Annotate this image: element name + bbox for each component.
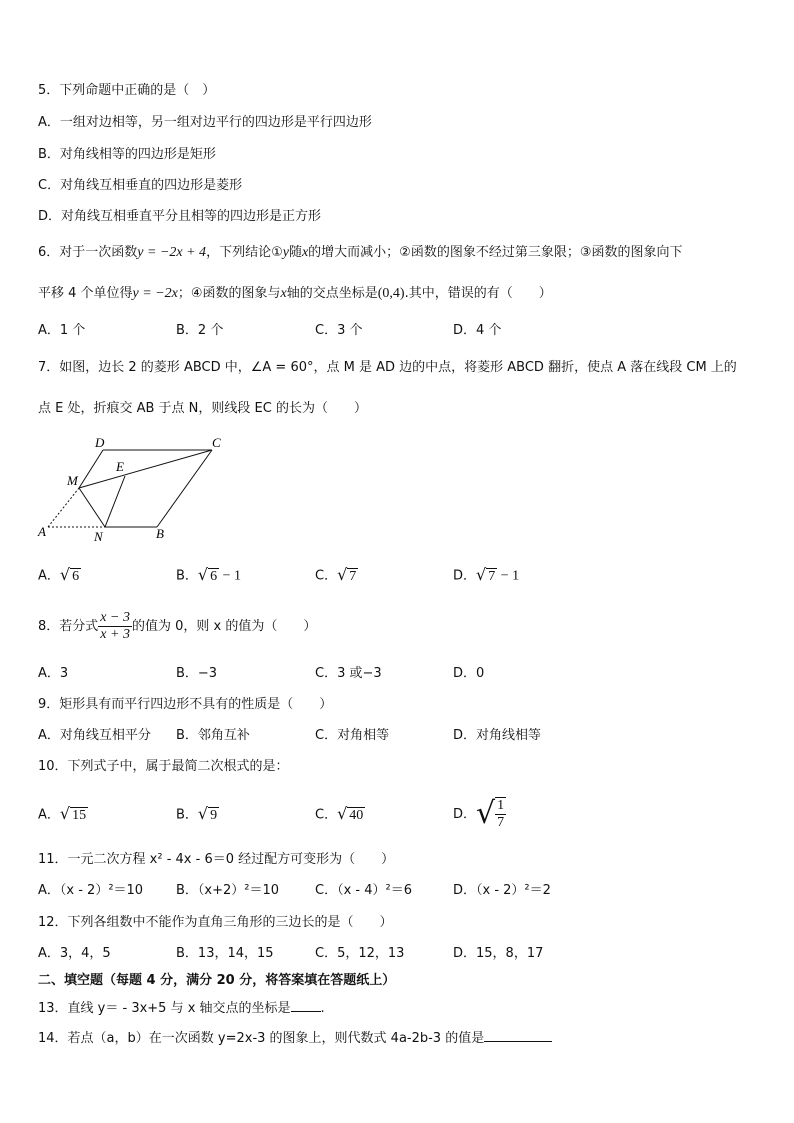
q7-option-d bbox=[453, 566, 519, 586]
q7-b-label: B． bbox=[176, 568, 198, 584]
q7-b-sqrt: √ 6 bbox=[197, 565, 218, 584]
q6-line2c: 轴的交点坐标是 bbox=[286, 286, 378, 301]
q7-b-radicand: 6 bbox=[210, 569, 218, 584]
section-2-title: 二、填空题（每题 4 分，满分 20 分，将答案填在答题纸上） bbox=[38, 973, 396, 988]
q7-b-tail: − 1 bbox=[219, 568, 242, 584]
q10-c-label: C． bbox=[315, 807, 338, 823]
label-d: D bbox=[95, 435, 105, 450]
q9-option-a: A．对角线互相平分 bbox=[38, 728, 151, 743]
q7-a-radicand: 6 bbox=[72, 569, 80, 584]
q6-option-a: A．1 个 bbox=[38, 323, 86, 338]
q12-option-a: A．3，4，5 bbox=[38, 946, 111, 961]
q9-option-c: C．对角相等 bbox=[315, 728, 390, 743]
q10-d-numerator: 1 bbox=[497, 798, 505, 813]
q6-line2b: ；④函数的图象与 bbox=[177, 286, 281, 301]
q9-option-d: D．对角线相等 bbox=[453, 728, 542, 743]
q8-denominator: x + 3 bbox=[100, 627, 130, 642]
q10-option-d bbox=[453, 792, 506, 837]
q9-stem: 9．矩形具有而平行四边形不具有的性质是（ ） bbox=[38, 697, 333, 712]
q6-mid: ，下列结论① bbox=[206, 245, 283, 260]
q10-b-sqrt: √ 9 bbox=[197, 804, 218, 823]
label-n: N bbox=[94, 529, 103, 544]
q7-line2: 点 E 处，折痕交 AB 于点 N，则线段 EC 的长为（ ） bbox=[38, 401, 367, 416]
q6-line2d: .其中，错误的有（ ） bbox=[404, 286, 552, 301]
q6-line2a: 平移 4 个单位得 bbox=[38, 286, 133, 301]
q10-b-radicand: 9 bbox=[210, 808, 218, 823]
q10-option-a bbox=[38, 805, 88, 825]
q10-c-sqrt: √ 40 bbox=[337, 804, 364, 823]
q11-option-b: B．（x+2）²＝10 bbox=[176, 883, 280, 898]
q7-option-c bbox=[315, 566, 358, 586]
q6-function2: y = −2x bbox=[132, 286, 178, 301]
q10-c-radicand: 40 bbox=[349, 808, 364, 823]
q10-a-sqrt: √ 15 bbox=[59, 804, 87, 823]
q9-option-b: B．邻角互补 bbox=[176, 728, 250, 743]
q5-option-c: C．对角线互相垂直的四边形是菱形 bbox=[38, 178, 243, 193]
rhombus-figure bbox=[34, 432, 234, 547]
q14-line bbox=[38, 1030, 552, 1048]
q7-d-tail: − 1 bbox=[497, 568, 520, 584]
q7-a-sqrt: √ 6 bbox=[59, 565, 80, 584]
q10-b-label: B． bbox=[176, 807, 198, 823]
q7-option-b bbox=[176, 566, 241, 586]
q7-line1: 7．如图，边长 2 的菱形 ABCD 中，∠A = 60°，点 M 是 AD 边的中点，将菱形 ABCD 翻折，使点 A 落在线段 CM 上的 bbox=[38, 360, 737, 375]
q10-d-denominator: 7 bbox=[497, 815, 505, 830]
q7-d-label: D． bbox=[453, 568, 477, 584]
q5-option-b: B．对角线相等的四边形是矩形 bbox=[38, 147, 216, 162]
q10-stem: 10．下列式子中，属于最简二次根式的是： bbox=[38, 759, 289, 774]
q13-line bbox=[38, 1000, 325, 1018]
q7-d-sqrt: √ 7 bbox=[476, 565, 496, 584]
q11-option-a: A．（x - 2）²＝10 bbox=[38, 883, 144, 898]
q13-end: . bbox=[320, 1001, 325, 1016]
q8-option-b: B．−3 bbox=[176, 666, 218, 681]
q6-var-y: y bbox=[282, 245, 289, 260]
q8-option-c: C．3 或−3 bbox=[315, 666, 382, 681]
q14-text: 14．若点（a，b）在一次函数 y=2x-3 的图象上，则代数式 4a-2b-3 的值是 bbox=[38, 1031, 485, 1046]
q6-text1: 随 bbox=[288, 245, 302, 260]
q10-a-label: A． bbox=[38, 807, 60, 823]
q12-option-d: D．15，8，17 bbox=[453, 946, 544, 961]
q13-answer-blank[interactable] bbox=[291, 1011, 321, 1012]
q6-point: (0,4) bbox=[377, 286, 405, 301]
q10-d-label: D． bbox=[453, 806, 477, 822]
q6-option-c: C．3 个 bbox=[315, 323, 363, 338]
q7-d-radicand: 7 bbox=[488, 569, 496, 584]
q10-option-c bbox=[315, 805, 365, 825]
q6-option-d: D．4 个 bbox=[453, 323, 502, 338]
label-a: A bbox=[38, 524, 46, 539]
q11-stem: 11．一元二次方程 x² - 4x - 6＝0 经过配方可变形为（ ） bbox=[38, 852, 395, 867]
q12-stem: 12．下列各组数中不能作为直角三角形的三边长的是（ ） bbox=[38, 915, 393, 930]
q10-d-sqrt: √ $\frac{1}{7}$ bbox=[476, 796, 505, 831]
q6-function: y = −2x + 4 bbox=[137, 245, 207, 260]
q8-option-a: A．3 bbox=[38, 666, 69, 681]
q7-a-label: A． bbox=[38, 568, 60, 584]
q8-fraction bbox=[98, 610, 132, 643]
q6-line2 bbox=[38, 285, 552, 303]
q7-c-radicand: 7 bbox=[349, 569, 357, 584]
q6-prefix: 6．对于一次函数 bbox=[38, 245, 138, 260]
label-c: C bbox=[212, 435, 221, 450]
segment-ne bbox=[105, 476, 125, 527]
q11-option-c: C．（x - 4）²＝6 bbox=[315, 883, 412, 898]
dashed-am bbox=[48, 488, 79, 527]
q11-option-d: D．（x - 2）²＝2 bbox=[453, 883, 551, 898]
q6-text2: 的增大而减小；②函数的图象不经过第三象限；③函数的图象向下 bbox=[308, 245, 683, 260]
q5-option-d: D．对角线互相垂直平分且相等的四边形是正方形 bbox=[38, 209, 322, 224]
q8-option-d: D．0 bbox=[453, 666, 485, 681]
q14-answer-blank[interactable] bbox=[484, 1041, 552, 1042]
q8-stem bbox=[38, 609, 316, 645]
q8-numerator: x − 3 bbox=[100, 610, 130, 625]
rhombus-side-cb bbox=[157, 450, 212, 527]
q12-option-b: B．13，14，15 bbox=[176, 946, 274, 961]
label-m: M bbox=[67, 473, 78, 488]
q10-a-radicand: 15 bbox=[72, 808, 87, 823]
q6-option-b: B．2 个 bbox=[176, 323, 224, 338]
q7-option-a bbox=[38, 566, 81, 586]
q6-var-x2: x bbox=[280, 286, 287, 301]
q10-d-fraction bbox=[495, 797, 506, 831]
q8-prefix: 8．若分式 bbox=[38, 619, 99, 634]
q5-option-a: A．一组对边相等，另一组对边平行的四边形是平行四边形 bbox=[38, 115, 372, 130]
q5-stem: 5．下列命题中正确的是（ ） bbox=[38, 83, 216, 98]
q7-c-sqrt: √ 7 bbox=[337, 565, 357, 584]
q8-suffix: 的值为 0，则 x 的值为（ ） bbox=[131, 619, 317, 634]
q12-option-c: C．5，12，13 bbox=[315, 946, 405, 961]
label-b: B bbox=[156, 526, 164, 541]
q6-line1 bbox=[38, 244, 682, 262]
q6-var-x: x bbox=[301, 245, 309, 260]
q13-text: 13．直线 y＝ - 3x+5 与 x 轴交点的坐标是 bbox=[38, 1001, 291, 1016]
segment-mn bbox=[79, 488, 105, 527]
q7-c-label: C． bbox=[315, 568, 338, 584]
label-e: E bbox=[116, 459, 124, 474]
q10-option-b bbox=[176, 805, 219, 825]
